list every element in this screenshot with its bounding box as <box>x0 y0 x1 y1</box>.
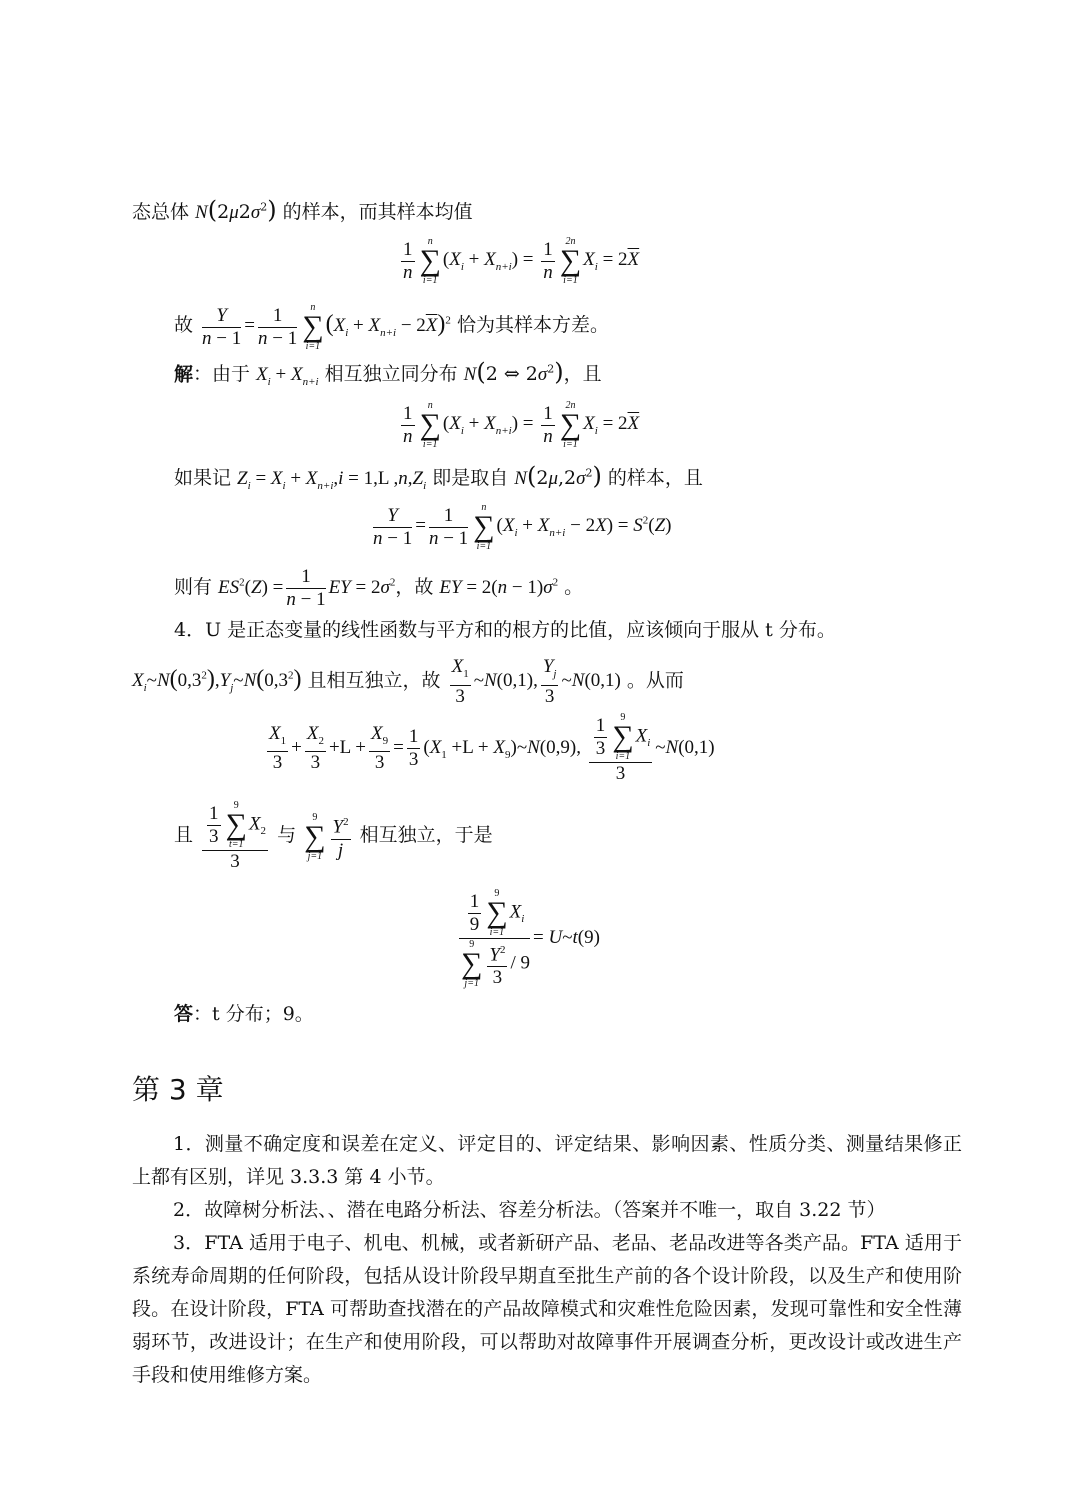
text-line-8: 则有 $ES^2(Z)$ = $\frac{1}{n - 1}$ EY = $2\sigma^2$，故 EY = $2(n - 1)\sigma^2$ 。 <box>174 566 584 610</box>
paragraph-2: 2．故障树分析法、、潜在电路分析法、容差分析法。（答案并不唯一，取自 3.22 节） <box>173 1199 886 1221</box>
text-line-1 <box>132 196 473 225</box>
text-line-14 <box>174 1002 314 1026</box>
chapter-heading: 第 3 章 <box>132 1073 224 1106</box>
answer-text: ：t 分布；9。 <box>193 1003 314 1025</box>
solution-label: 解 <box>174 363 194 386</box>
paragraph-3: 3．FTA 适用于电子、机电、机械，或者新研产品、老品、老品改进等各类产品。FTA 适用于系统寿命周期的任何阶段，包括从设计阶段早期直至批生产前的各个设计阶段，以及生产和使用阶段。在设计阶段，FTA 可帮助查找潜在的产品故障模式和灾难性危险因素，发现可靠性和安全性薄弱环节，改进设计；在生产和使用阶段，可以帮助对故障事件开展调查分析，更改设计或改进生产手段和使用维修方案。 <box>132 1232 962 1386</box>
text-line-10: $X_i\sim N(0,3^2),Y_j\sim N(0,3^2)$ 且相互独立，故 $\frac{X_1}{3}$ ~N(0,1), $\frac{Y_j}{3}$ ~N(0,1) 。从而 <box>132 656 684 707</box>
text-line-9 <box>174 618 836 642</box>
equation-t-distribution: $\frac{1}{9}$ 9 ∑ i=1 $X_i$ 9 ∑ j=1 $\frac{Y^2}{3}$ / 9 = U~t(9) <box>461 888 600 990</box>
equation-sample-mean-1: $\frac{1}{n}$ n ∑ i=1 $(X_i + X_{n+i})$ = $\frac{1}{n}$ 2n ∑ i=1 $X_i = 2\overline{X}$ <box>403 236 640 286</box>
paragraph-1: 1．测量不确定度和误差在定义、评定目的、评定结果、影响因素、性质分类、测量结果修正上都有区别，详见 3.3.3 第 4 小节。 <box>132 1133 962 1188</box>
equation-sample-mean-2: $\frac{1}{n}$ n ∑ i=1 $(X_i + X_{n+i})$ = $\frac{1}{n}$ 2n ∑ i=1 $X_i = 2\overline{X}$ <box>403 400 640 450</box>
line-1-render: 态总体 $N(2\mu 2\sigma^2)$ 的样本，而其样本均值 <box>132 196 473 225</box>
answer-label: 答 <box>174 1003 194 1025</box>
text-line-6: 如果记 $Z_i = X_i + X_{n+i},i = 1,L$ $,n,Z_i$ 即是取自 $N(2\mu,2\sigma^2)$ 的样本，且 <box>174 462 703 493</box>
line-9-text: 4．U 是正态变量的线性函数与平方和的根方的比值，应该倾向于服从 t 分布。 <box>174 619 836 641</box>
equation-variance: $\frac{Y}{n - 1}$ = $\frac{1}{n - 1}$ n ∑ i=1 $(X_i + X_{n+i} - 2X) = S^2(Z)$ <box>373 502 672 552</box>
equation-sum-normal: $\frac{X_1}{3}$ + $\frac{X_2}{3}$ +L + $\frac{X_9}{3}$ = $\frac{1}{3}$ ($X_1 +L$ + $X_9)\sim N(0,9)$, $\frac{1}{3}$ 9 ∑ i=1 $X_i$ 3 ~N(0,1) <box>269 712 715 784</box>
text-line-4: 解：由于 $X_i + X_{n+i}$ 相互独立同分布 N(2 ⇔ $2\sigma^2$)，且 <box>174 358 602 389</box>
text-line-12: 且 $\frac{1}{3}$ 9 ∑ t=1 $X_2$ 3 与 9 ∑ j=1 $\frac{Y^2}{j}$ 相互独立，于是 <box>174 800 493 872</box>
text-line-3: 故 $\frac{Y}{n - 1}$ = $\frac{1}{n - 1}$ n ∑ i=1 $(X_i + X_{n+i} - 2\overline{X})^2$ 恰为其样本方差。 <box>174 302 609 352</box>
